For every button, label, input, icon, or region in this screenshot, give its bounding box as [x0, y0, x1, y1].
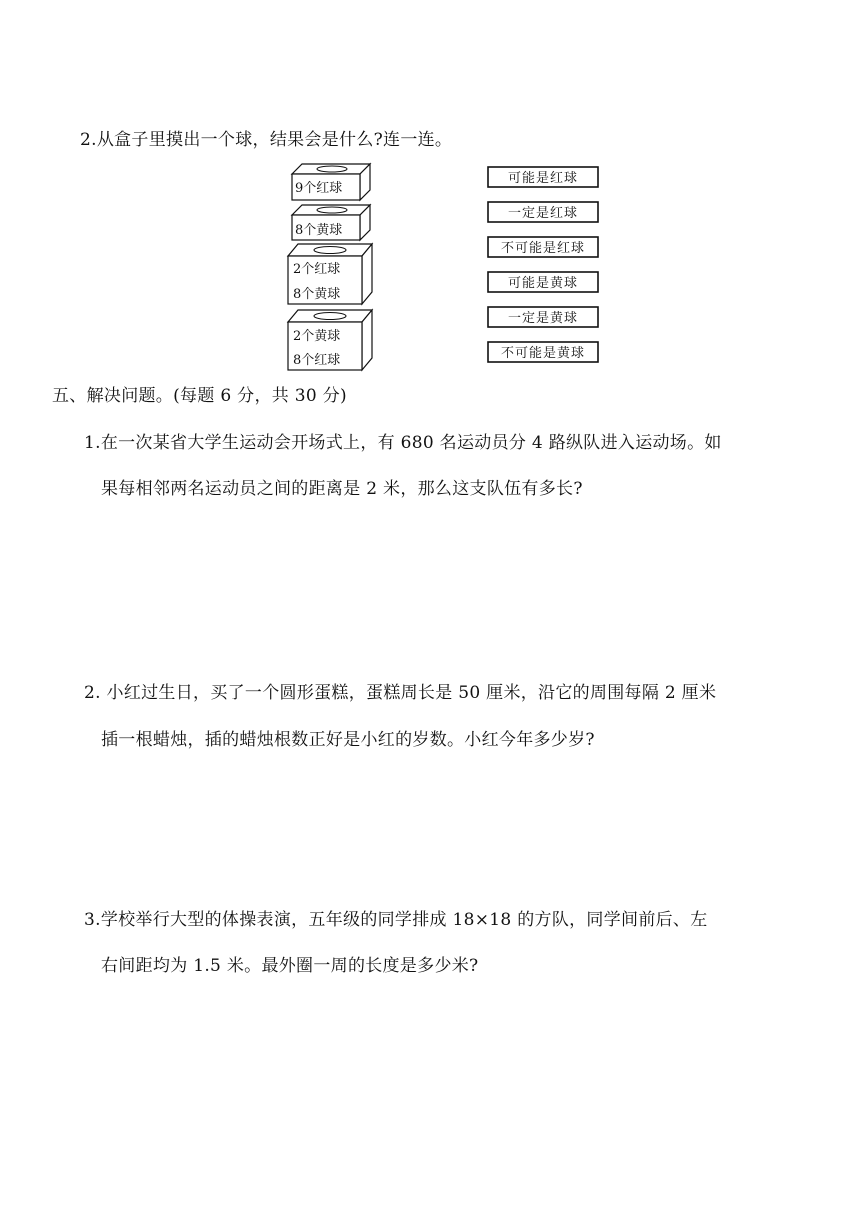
option-5	[488, 307, 598, 327]
option-6	[488, 342, 598, 362]
ball-box-1	[292, 164, 370, 200]
problem-3-line-2: 右间距均为 1.5 米。最外圈一周的长度是多少米?	[101, 956, 479, 976]
problem-2-line-2: 插一根蜡烛，插的蜡烛根数正好是小红的岁数。小红今年多少岁?	[101, 730, 595, 750]
problem-1-line-1: 1.在一次某省大学生运动会开场式上，有 680 名运动员分 4 路纵队进入运动场。如	[84, 433, 722, 453]
option-4-label: 可能是黄球	[507, 276, 579, 291]
option-4	[488, 272, 598, 292]
box-4-label-1: 2个黄球	[293, 329, 341, 344]
option-6-label: 不可能是黄球	[500, 346, 586, 361]
ball-box-3	[288, 244, 372, 304]
question-2-title: 2.从盒子里摸出一个球，结果会是什么?连一连。	[80, 130, 453, 150]
option-1	[488, 167, 598, 187]
box-2-label-1: 8个黄球	[295, 223, 343, 238]
box-3-label-2: 8个黄球	[293, 287, 341, 302]
box-1-label-1: 9个红球	[295, 181, 343, 196]
option-3-label: 不可能是红球	[500, 241, 586, 256]
matching-diagram	[280, 160, 620, 375]
problem-1-line-2: 果每相邻两名运动员之间的距离是 2 米，那么这支队伍有多长?	[101, 479, 583, 499]
problem-2-line-1: 2. 小红过生日，买了一个圆形蛋糕，蛋糕周长是 50 厘米，沿它的周围每隔 2 厘米	[84, 683, 717, 703]
option-3	[488, 237, 598, 257]
option-2-label: 一定是红球	[507, 206, 579, 221]
section-5-title: 五、解决问题。(每题 6 分，共 30 分)	[52, 386, 347, 406]
box-3-label-1: 2个红球	[293, 262, 341, 277]
ball-box-4	[288, 310, 372, 370]
option-1-label: 可能是红球	[507, 171, 579, 186]
option-5-label: 一定是黄球	[507, 311, 579, 326]
ball-box-2	[292, 205, 370, 240]
problem-3-line-1: 3.学校举行大型的体操表演，五年级的同学排成 18×18 的方队，同学间前后、左	[84, 910, 708, 930]
option-2	[488, 202, 598, 222]
box-4-label-2: 8个红球	[293, 353, 341, 368]
